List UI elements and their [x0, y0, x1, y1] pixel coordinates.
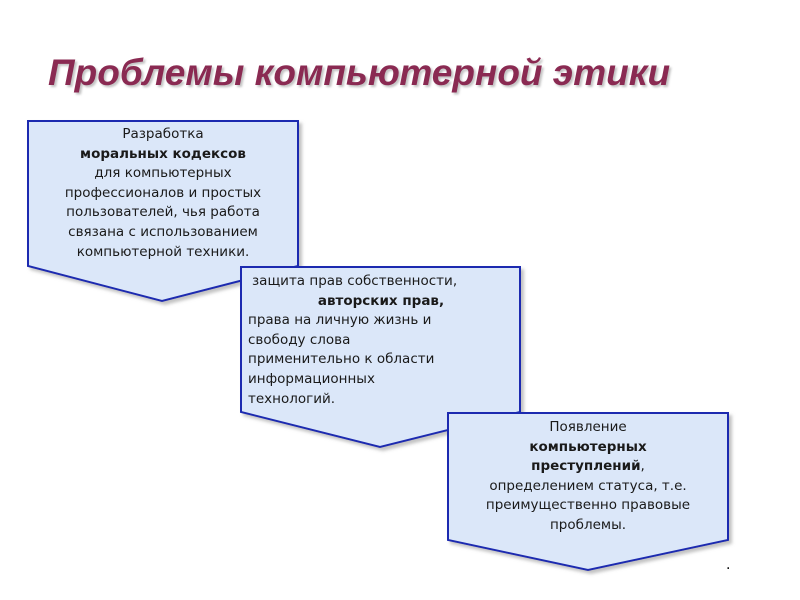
- box-3-line: проблемы.: [549, 516, 627, 533]
- box-2-line: применительно к области: [248, 351, 435, 368]
- box-1-text: [30, 125, 296, 262]
- box-1-line: Разработка: [122, 126, 204, 142]
- box-1-line: пользователей, чья работа: [66, 204, 260, 221]
- box-1-line: компьютерной техники.: [76, 243, 250, 260]
- box-3-line: преимущественно правовые: [485, 497, 691, 514]
- box-2-line: свободу слова: [248, 331, 351, 348]
- box-3-line: определением статуса, т.е.: [489, 477, 687, 494]
- box-1-line: профессионалов и простых: [64, 184, 262, 201]
- box-3-line-emphasis: преступлений: [531, 458, 641, 475]
- box-2-line-emphasis: авторских прав,: [317, 292, 445, 309]
- box-2-line: защита прав собственности,: [252, 273, 458, 289]
- box-1-line: для компьютерных: [94, 165, 232, 182]
- box-2-line: права на личную жизнь и: [248, 312, 432, 329]
- box-1-line-emphasis: моральных кодексов: [80, 145, 246, 162]
- box-3-line-mixed: [450, 457, 726, 477]
- box-3-comma: ,: [640, 458, 645, 475]
- box-2-text: [248, 272, 514, 409]
- box-1-line: связана с использованием: [68, 223, 258, 240]
- box-2-line: технологий.: [248, 390, 336, 407]
- footer-mark: .: [726, 557, 731, 573]
- box-3-line: Появление: [549, 419, 627, 435]
- box-3-text: [450, 418, 726, 536]
- box-2-line: информационных: [248, 370, 375, 387]
- box-3-line-emphasis: компьютерных: [529, 438, 647, 455]
- page-title: Проблемы компьютерной этики: [48, 52, 671, 93]
